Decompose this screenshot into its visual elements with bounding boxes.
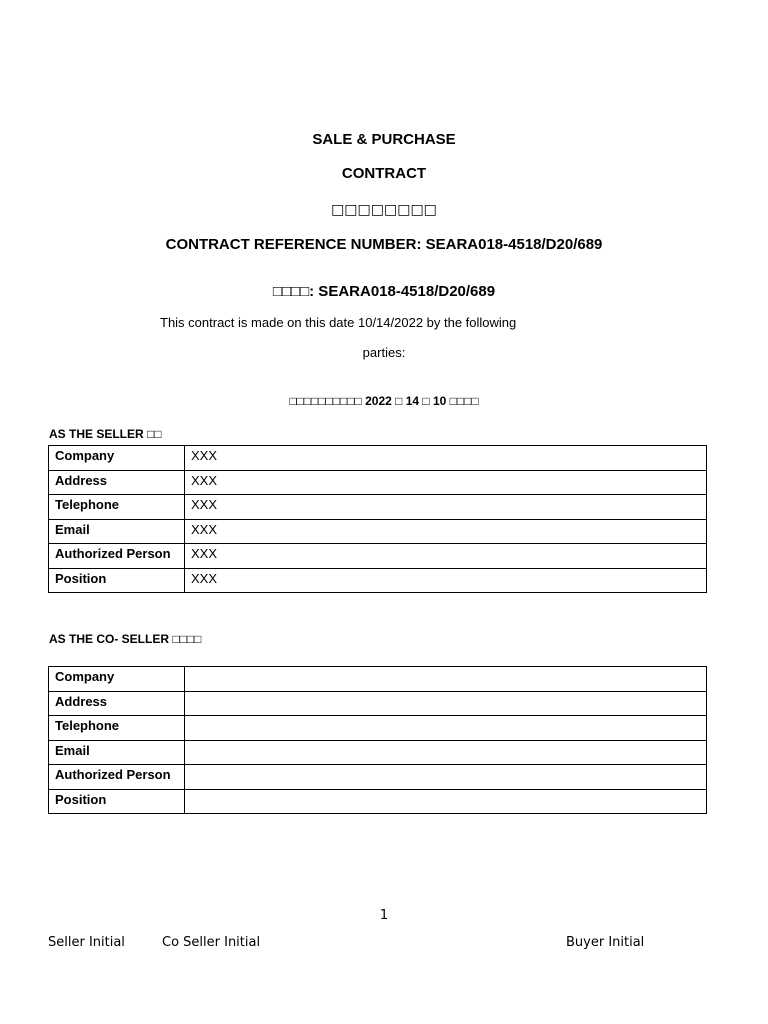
table-row	[49, 446, 707, 471]
co-seller-email-value	[185, 740, 707, 765]
co-seller-authorized-person-label: Authorized Person	[49, 765, 185, 790]
co-seller-table	[48, 666, 707, 814]
title-chinese: □□□□□□□□	[331, 202, 437, 218]
intro-text-chinese: □□□□□□□□□□ 2022 □ 14 □ 10 □□□□	[289, 394, 479, 408]
seller-telephone-label: Telephone	[49, 495, 185, 520]
seller-authorized-person-value: XXX	[185, 544, 707, 569]
contract-reference-english: CONTRACT REFERENCE NUMBER: SEARA018-4518/D20/689	[165, 236, 603, 253]
table-row	[49, 519, 707, 544]
table-row	[49, 716, 707, 741]
seller-position-label: Position	[49, 568, 185, 593]
co-seller-address-label: Address	[49, 691, 185, 716]
co-seller-company-value	[185, 667, 707, 692]
table-row	[49, 691, 707, 716]
seller-heading: AS THE SELLER □□	[49, 427, 162, 441]
seller-telephone-value: XXX	[185, 495, 707, 520]
seller-company-label: Company	[49, 446, 185, 471]
seller-initial-label: Seller Initial	[48, 935, 125, 950]
page-number: 1	[379, 908, 389, 923]
table-row	[49, 789, 707, 814]
table-row	[49, 667, 707, 692]
table-row	[49, 544, 707, 569]
co-seller-position-label: Position	[49, 789, 185, 814]
intro-text-line-2: parties:	[362, 345, 406, 360]
co-seller-telephone-value	[185, 716, 707, 741]
table-row	[49, 495, 707, 520]
buyer-initial-label: Buyer Initial	[566, 935, 645, 950]
co-seller-company-label: Company	[49, 667, 185, 692]
co-seller-address-value	[185, 691, 707, 716]
intro-text-line-1: This contract is made on this date 10/14/2022 by the following	[160, 315, 517, 330]
co-seller-heading: AS THE CO- SELLER □□□□	[49, 632, 202, 646]
seller-email-label: Email	[49, 519, 185, 544]
title-line-1: SALE & PURCHASE	[312, 131, 456, 148]
seller-position-value: XXX	[185, 568, 707, 593]
seller-address-label: Address	[49, 470, 185, 495]
contract-reference-chinese: □□□□: SEARA018-4518/D20/689	[272, 283, 496, 300]
seller-email-value: XXX	[185, 519, 707, 544]
table-row	[49, 765, 707, 790]
co-seller-authorized-person-value	[185, 765, 707, 790]
table-row	[49, 740, 707, 765]
seller-table	[48, 445, 707, 593]
table-row	[49, 470, 707, 495]
co-seller-initial-label: Co Seller Initial	[162, 935, 261, 950]
co-seller-position-value	[185, 789, 707, 814]
seller-address-value: XXX	[185, 470, 707, 495]
seller-authorized-person-label: Authorized Person	[49, 544, 185, 569]
co-seller-email-label: Email	[49, 740, 185, 765]
co-seller-telephone-label: Telephone	[49, 716, 185, 741]
table-row	[49, 568, 707, 593]
title-line-2: CONTRACT	[341, 165, 427, 182]
seller-company-value: XXX	[185, 446, 707, 471]
